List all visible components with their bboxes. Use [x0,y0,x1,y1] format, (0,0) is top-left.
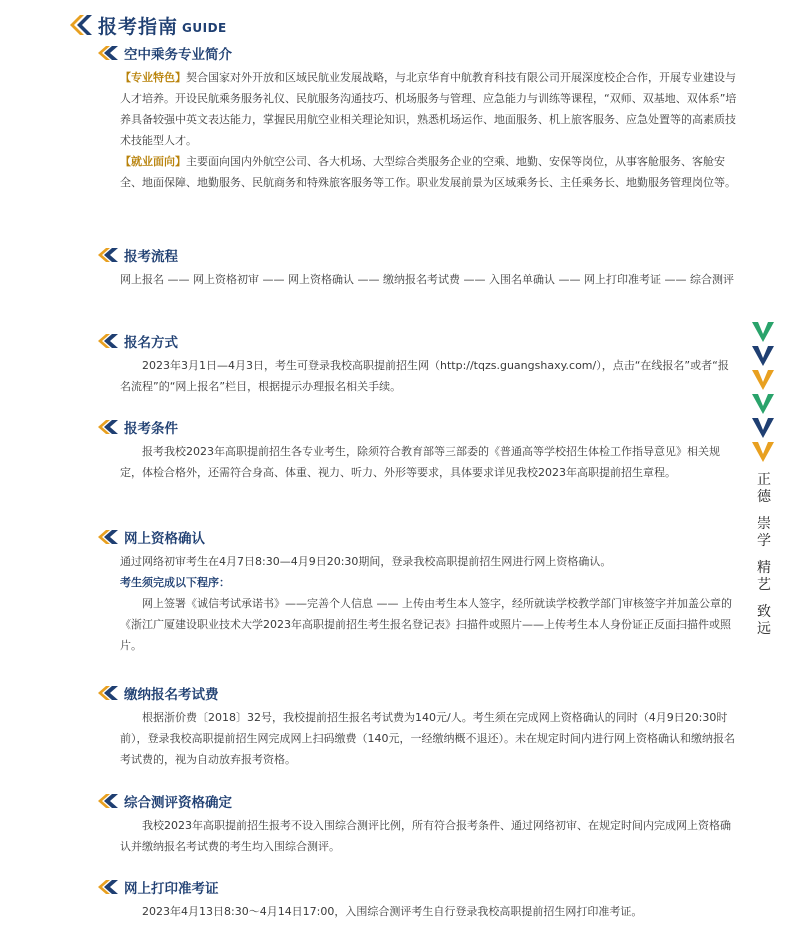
feature-text: 契合国家对外开放和区域民航业发展战略，与北京华育中航教育科技有限公司开展深度校企合作，开展专业建设与人才培养。开设民航乘务服务礼仪、民航服务沟通技巧、机场服务与管理、应急能力与训练等课程，“双师、双基地、双体系”培养具备较强中英文表达能力，掌握民用航空业相关理论知识，熟悉机场运作、地面服务、机上旅客服务、应急处置等的高素质技术技能型人才。 [120,71,737,147]
double-chevron-icon [70,13,92,37]
motto-char: 德 [757,489,771,505]
motto-group [756,560,772,594]
section-method [98,330,738,397]
section-chevron-icon [98,46,118,60]
motto-char: 远 [757,621,771,637]
v-chevron-icon [752,346,774,366]
v-chevron-icon [752,442,774,462]
section-major-intro [98,42,738,193]
section-chevron-icon [98,248,118,262]
section-conditions [98,416,738,483]
motto-char: 正 [757,472,771,488]
page-header [70,10,227,40]
section-evaluation [98,790,738,857]
motto-char: 学 [757,533,771,549]
motto-group [756,604,772,638]
section-title: 网上资格确认 [124,531,205,547]
motto-char: 致 [757,604,771,620]
section-title: 综合测评资格确定 [124,795,232,811]
confirm-subtitle: 考生须完成以下程序： [120,576,230,589]
section-confirm [98,526,738,656]
page-title: 报考指南 [98,15,179,38]
section-title: 缴纳报名考试费 [124,687,219,703]
section-title: 空中乘务专业简介 [124,47,232,63]
section-fee [98,682,738,770]
section-chevron-icon [98,334,118,348]
process-text: 网上报名 —— 网上资格初审 —— 网上资格确认 —— 缴纳报名考试费 —— 入围名单确认 —— 网上打印准考证 —— 综合测评 [120,273,734,286]
evaluation-text: 我校2023年高职提前招生报考不设入围综合测评比例，所有符合报考条件、通过网络初审、在规定时间内完成网上资格确认并缴纳报名考试费的考生均入围综合测评。 [120,819,731,853]
career-tag: 【就业面向】 [120,155,186,168]
career-text: 主要面向国内外航空公司、各大机场、大型综合类服务企业的空乘、地勤、安保等岗位，从事客舱服务、客舱安全、地面保障、地勤服务、民航商务和特殊旅客服务等工作。职业发展前景为区域乘务长、主任乘务长、地勤服务管理岗位等。 [120,155,736,189]
motto-char: 艺 [757,577,771,593]
conditions-text: 报考我校2023年高职提前招生各专业考生，除须符合教育部等三部委的《普通高等学校招生体检工作指导意见》相关规定，体检合格外，还需符合身高、体重、视力、听力、外形等要求，具体要求详见我校2023年高职提前招生章程。 [120,445,720,479]
motto-char: 精 [757,560,771,576]
fee-text: 根据浙价费〔2018〕32号，我校提前招生报名考试费为140元/人。考生须在完成网上资格确认的同时（4月9日20:30时前），登录我校高职提前招生网完成网上扫码缴费（140元，一经缴纳概不退还）。未在规定时间内进行网上资格确认和缴纳报名考试费的，视为自动放弃报考资格。 [120,711,735,766]
section-chevron-icon [98,530,118,544]
confirm-steps: 网上签署《诚信考试承诺书》——完善个人信息 —— 上传由考生本人签字，经所就读学校教学部门审核签字并加盖公章的《浙江广厦建设职业技术大学2023年高职提前招生考生报名登记表》扫描件或照片——上传考生本人身份证正反面扫描件或照片。 [120,597,732,652]
ticket-text: 2023年4月13日8:30～4月14日17:00，入围综合测评考生自行登录我校高职提前招生网打印准考证。 [142,905,643,918]
v-chevron-icon [752,322,774,342]
page-title-en: GUIDE [182,20,227,35]
section-chevron-icon [98,794,118,808]
section-process [98,244,738,290]
method-text: 2023年3月1日—4月3日，考生可登录我校高职提前招生网（http://tqzs.guangshaxy.com/），点击“在线报名”或者“报名流程”的“网上报名”栏目，根据提示办理报名相关手续。 [120,359,729,393]
motto-group [756,472,772,506]
section-chevron-icon [98,686,118,700]
section-title: 报名方式 [124,335,178,351]
section-title: 网上打印准考证 [124,881,219,897]
section-ticket [98,876,738,922]
side-decoration [752,322,776,466]
v-chevron-icon [752,370,774,390]
motto-group [756,516,772,550]
section-chevron-icon [98,880,118,894]
v-chevron-icon [752,418,774,438]
section-title: 报考条件 [124,421,178,437]
section-chevron-icon [98,420,118,434]
section-title: 报考流程 [124,249,178,265]
v-chevron-icon [752,394,774,414]
school-motto [756,472,772,648]
confirm-text: 通过网络初审考生在4月7日8:30—4月9日20:30期间，登录我校高职提前招生网进行网上资格确认。 [120,555,612,568]
motto-char: 崇 [757,516,771,532]
feature-tag: 【专业特色】 [120,71,186,84]
